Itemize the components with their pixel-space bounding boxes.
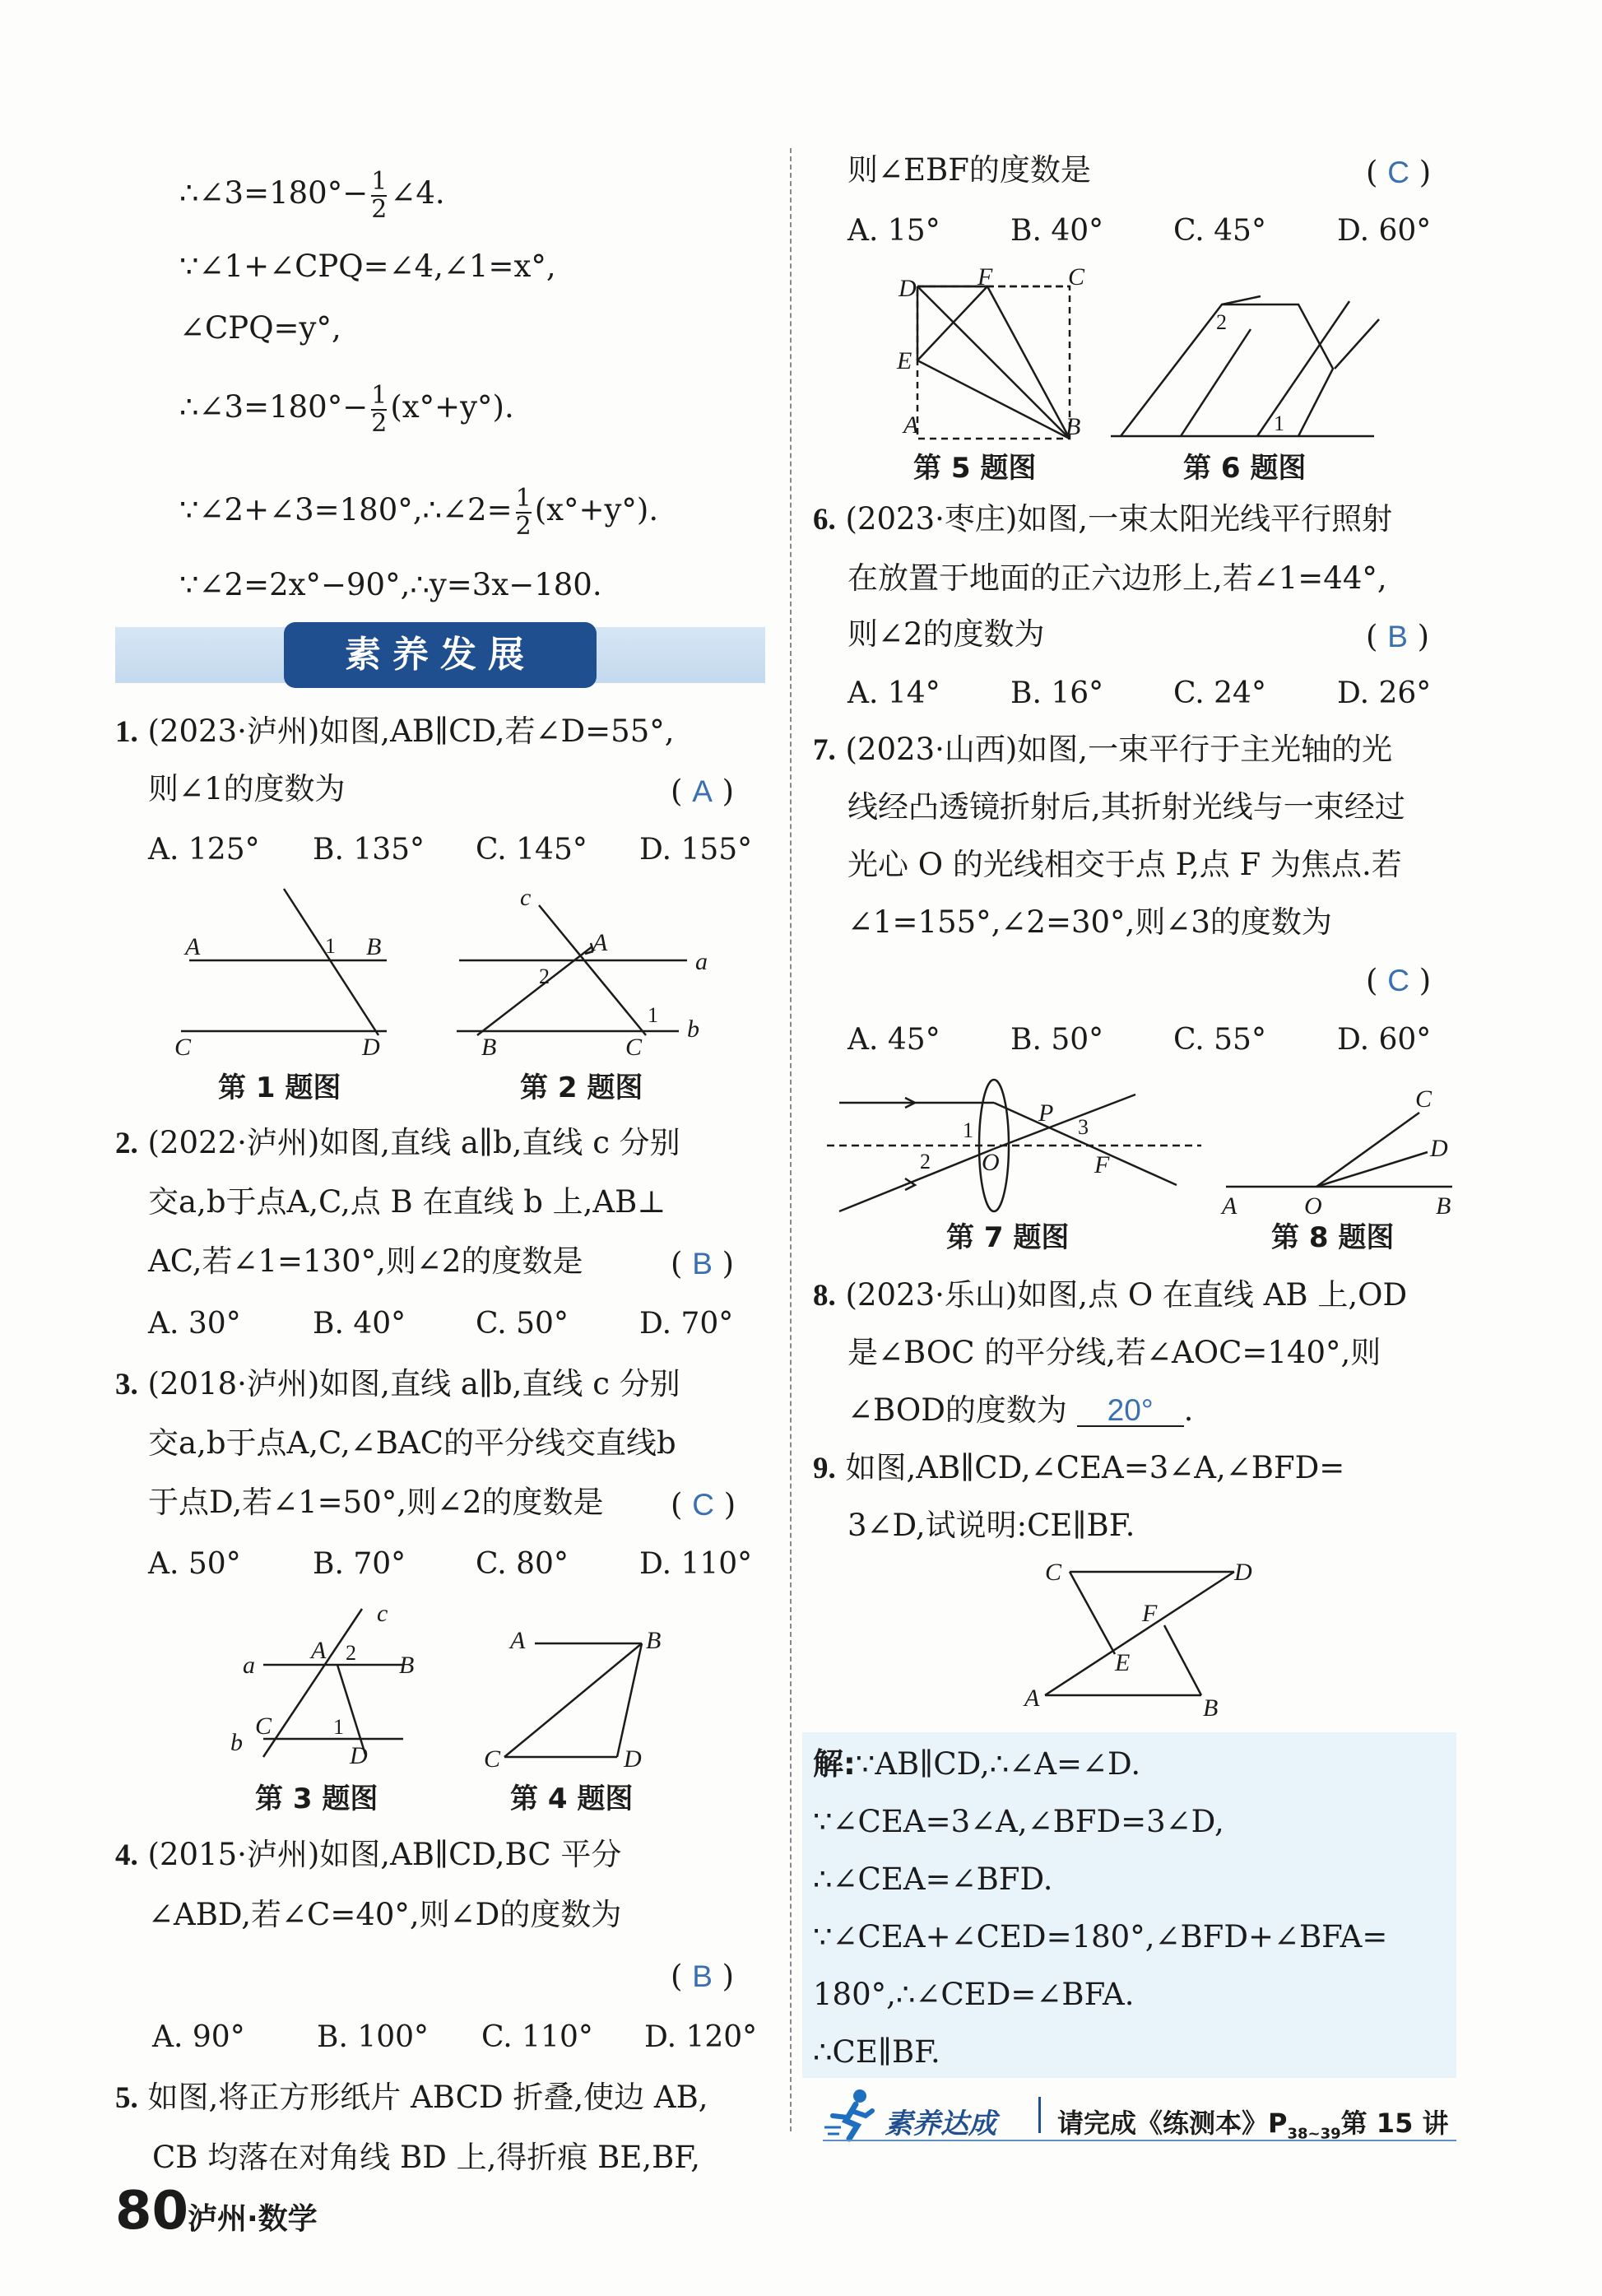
q7-option-b: B. 50° <box>1010 1023 1104 1057</box>
fig7-label-2: 2 <box>920 1150 931 1174</box>
figures-5-6 <box>889 262 1399 486</box>
fig8-label-c: C <box>1415 1085 1433 1113</box>
question-3-line-2: 交a,b于点A,C,∠BAC的平分线交直线b <box>148 1425 676 1461</box>
q4-option-d: D. 120° <box>644 2020 758 2054</box>
fig4-label-c: C <box>484 1745 501 1773</box>
fig5-label-f: F <box>977 263 993 290</box>
figure-9 <box>1012 1551 1275 1724</box>
fig2-label-c: c <box>520 884 532 911</box>
fig3-label-d: D <box>350 1742 368 1769</box>
question-5-answer: ( C ) <box>1366 155 1432 190</box>
q3-option-c: C. 80° <box>476 1547 569 1581</box>
fig7-label-3: 3 <box>1078 1115 1089 1139</box>
fig3-label-c: c <box>377 1601 388 1627</box>
fig2-label-b: b <box>687 1016 699 1043</box>
solution-line-b: ∵∠CEA=3∠A,∠BFD=3∠D, <box>813 1804 1224 1839</box>
q5-option-d: D. 60° <box>1337 214 1432 248</box>
fig3-label-c-point: C <box>255 1713 272 1740</box>
fig8-label-d: D <box>1430 1135 1448 1162</box>
fig3-label-b-point: B <box>399 1652 415 1679</box>
question-4-answer: ( B ) <box>671 1959 735 1994</box>
solution-line-6: ∵∠2=2x°−90°,∴y=3x−180. <box>179 567 602 602</box>
question-7-line-4: ∠1=155°,∠2=30°,则∠3的度数为 <box>847 904 1332 940</box>
figure-1 <box>181 889 387 1035</box>
solution-line-1: ∴∠3=180°− $\frac{1}{2}$ ∠4. <box>179 167 445 224</box>
fig3-label-a-point: A <box>311 1637 327 1664</box>
fig3-label-a: a <box>243 1652 255 1679</box>
footer-badge: 素养达成 <box>885 2108 996 2140</box>
fig4-label-b: B <box>646 1627 662 1654</box>
fig1-label-d: D <box>362 1034 380 1061</box>
fig5-label-e: E <box>897 347 912 374</box>
fig5-label-c: C <box>1068 263 1085 290</box>
fig5-label-b: B <box>1066 413 1081 440</box>
question-3-line-1: 3. (2018·泸州)如图,直线 a∥b,直线 c 分别 <box>115 1366 680 1401</box>
fig8-label-o: O <box>1304 1192 1322 1220</box>
question-1-answer: ( A ) <box>671 774 735 809</box>
fig6-label-2: 2 <box>1216 310 1227 334</box>
question-3-line-3: 于点D,若∠1=50°,则∠2的度数是 <box>148 1485 604 1520</box>
fig2-label-b-point: B <box>481 1034 497 1061</box>
fig2-label-1: 1 <box>648 1003 658 1027</box>
question-5-line-2: CB 均落在对角线 BD 上,得折痕 BE,BF, <box>152 2140 700 2175</box>
q7-option-a: A. 45° <box>847 1023 940 1057</box>
solution-line-2: ∵∠1+∠CPQ=∠4,∠1=x°, <box>179 249 556 284</box>
question-6-line-1: 6. (2023·枣庄)如图,一束太阳光线平行照射 <box>813 501 1393 537</box>
q3-option-d: D. 110° <box>639 1547 753 1581</box>
fig1-label-b: B <box>366 933 382 960</box>
question-5-line-1: 5. 如图,将正方形纸片 ABCD 折叠,使边 AB, <box>115 2080 708 2115</box>
q2-option-a: A. 30° <box>148 1307 241 1341</box>
question-8-answer: 20° <box>1077 1395 1184 1427</box>
solution-line-f: ∴CE∥BF. <box>813 2034 940 2070</box>
solution-line-3: ∠CPQ=y°, <box>179 310 341 346</box>
fig3-caption: 第 3 题图 <box>255 1782 378 1815</box>
fig2-label-c-point: C <box>625 1034 643 1061</box>
q7-option-d: D. 60° <box>1337 1023 1432 1057</box>
question-6-answer: ( B ) <box>1366 619 1430 654</box>
question-7-answer: ( C ) <box>1366 963 1432 998</box>
question-9-line-1: 9. 如图,AB∥CD,∠CEA=3∠A,∠BFD= <box>813 1450 1345 1485</box>
question-5-line-3: 则∠EBF的度数是 <box>847 152 1091 188</box>
fig8-label-a: A <box>1222 1192 1237 1220</box>
figure-7 <box>827 1080 1201 1211</box>
fig1-label-a: A <box>185 933 201 960</box>
q4-option-a: A. 90° <box>152 2020 245 2054</box>
q4-option-b: B. 100° <box>317 2020 430 2054</box>
fig8-label-b: B <box>1436 1192 1451 1220</box>
fig2-label-2: 2 <box>539 964 550 988</box>
fig1-caption: 第 1 题图 <box>218 1071 341 1104</box>
fig3-label-1: 1 <box>333 1715 344 1739</box>
fig7-label-f: F <box>1094 1151 1110 1178</box>
question-7-line-1: 7. (2023·山西)如图,一束平行于主光轴的光 <box>813 732 1393 767</box>
question-4-line-2: ∠ABD,若∠C=40°,则∠D的度数为 <box>148 1897 622 1932</box>
q1-option-a: A. 125° <box>148 833 260 867</box>
fig1-label-c: C <box>174 1034 192 1061</box>
question-6-line-2: 在放置于地面的正六边形上,若∠1=44°, <box>847 560 1387 596</box>
fig7-label-p: P <box>1038 1099 1054 1127</box>
question-7-line-3: 光心 O 的光线相交于点 P,点 F 为焦点.若 <box>847 847 1402 882</box>
figure-5 <box>917 286 1070 439</box>
page-label: 泸州·数学 <box>188 2202 318 2236</box>
fig7-label-o: O <box>982 1149 1000 1176</box>
question-2-line-2: 交a,b于点A,C,点 B 在直线 b 上,AB⊥ <box>148 1184 666 1220</box>
question-1-line-2: 则∠1的度数为 <box>148 771 346 806</box>
q4-option-c: C. 110° <box>481 2020 593 2054</box>
fig9-label-f: F <box>1142 1600 1158 1627</box>
solution-line-a: 解:∵AB∥CD,∴∠A=∠D. <box>813 1746 1141 1782</box>
q3-option-b: B. 70° <box>313 1547 406 1581</box>
fig5-label-a: A <box>903 411 919 439</box>
figure-4 <box>504 1643 642 1757</box>
fig5-caption: 第 5 题图 <box>913 452 1037 485</box>
question-1-line-1: 1. (2023·泸州)如图,AB∥CD,若∠D=55°, <box>115 713 675 749</box>
footer-reference: 请完成《练测本》$P_{38\sim 39}$第 15 讲 <box>1057 2108 1449 2143</box>
fig9-label-b: B <box>1203 1694 1219 1722</box>
page-number: 80 <box>115 2181 189 2242</box>
solution-line-c: ∴∠CEA=∠BFD. <box>813 1861 1053 1897</box>
q6-option-d: D. 26° <box>1337 676 1432 710</box>
solution-line-d: ∵∠CEA+∠CED=180°,∠BFD+∠BFA= <box>813 1919 1388 1954</box>
fig5-label-d: D <box>899 275 917 302</box>
figures-7-8 <box>823 1070 1465 1259</box>
fig6-label-1: 1 <box>1274 411 1284 435</box>
figures-3-4 <box>230 1601 724 1823</box>
fig3-label-b: b <box>230 1729 243 1756</box>
fig6-caption: 第 6 题图 <box>1183 452 1307 485</box>
fig7-caption: 第 7 题图 <box>946 1221 1070 1254</box>
solution-line-4: ∴∠3=180°− $\frac{1}{2}$ (x°+y°). <box>179 381 514 438</box>
question-4-line-1: 4. (2015·泸州)如图,AB∥CD,BC 平分 <box>115 1837 622 1872</box>
q7-option-c: C. 55° <box>1173 1023 1266 1057</box>
fig7-label-1: 1 <box>963 1118 973 1142</box>
solution-line-5: ∵∠2+∠3=180°,∴∠2= $\frac{1}{2}$ (x°+y°). <box>179 484 659 541</box>
q5-option-b: B. 40° <box>1010 214 1104 248</box>
q1-option-d: D. 155° <box>639 833 753 867</box>
q5-option-a: A. 15° <box>847 214 940 248</box>
fig4-label-d: D <box>624 1745 642 1773</box>
solution-box <box>802 1732 1456 2078</box>
question-9-line-2: 3∠D,试说明:CE∥BF. <box>847 1508 1135 1543</box>
question-2-answer: ( B ) <box>671 1246 735 1281</box>
q1-option-c: C. 145° <box>476 833 587 867</box>
question-2-line-3: AC,若∠1=130°,则∠2的度数是 <box>148 1243 583 1279</box>
solution-line-e: 180°,∴∠CED=∠BFA. <box>813 1977 1135 2012</box>
runner-icon <box>823 2086 880 2144</box>
q5-option-c: C. 45° <box>1173 214 1266 248</box>
fig2-caption: 第 2 题图 <box>520 1071 643 1104</box>
figures-1-2 <box>165 881 741 1111</box>
question-8-line-2: 是∠BOC 的平分线,若∠AOC=140°,则 <box>847 1335 1381 1370</box>
fig9-label-c: C <box>1045 1559 1062 1586</box>
fig9-label-a: A <box>1024 1685 1040 1712</box>
question-8-line-3: ∠BOD的度数为 20° . <box>847 1392 1194 1428</box>
q2-option-b: B. 40° <box>313 1307 406 1341</box>
question-8-line-1: 8. (2023·乐山)如图,点 O 在直线 AB 上,OD <box>813 1277 1408 1313</box>
q6-option-b: B. 16° <box>1010 676 1104 710</box>
question-7-line-2: 线经凸透镜折射后,其折射光线与一束经过 <box>847 789 1405 825</box>
question-6-line-3: 则∠2的度数为 <box>847 616 1045 652</box>
fig8-caption: 第 8 题图 <box>1271 1221 1395 1254</box>
section-title: 素养发展 <box>284 622 597 688</box>
figure-6 <box>1111 296 1382 436</box>
q6-option-a: A. 14° <box>847 676 940 710</box>
q3-option-a: A. 50° <box>148 1547 241 1581</box>
fig9-label-d: D <box>1234 1559 1252 1586</box>
footer-separator <box>1038 2097 1041 2133</box>
fig3-label-2: 2 <box>346 1641 356 1665</box>
fig4-caption: 第 4 题图 <box>510 1782 634 1815</box>
fig2-label-a-point: A <box>592 929 608 956</box>
fig1-label-1: 1 <box>325 934 336 958</box>
q2-option-d: D. 70° <box>639 1307 734 1341</box>
column-divider <box>790 148 792 2131</box>
fig4-label-a: A <box>510 1627 526 1654</box>
question-3-answer: ( C ) <box>671 1487 736 1522</box>
q1-option-b: B. 135° <box>313 833 425 867</box>
question-2-line-1: 2. (2022·泸州)如图,直线 a∥b,直线 c 分别 <box>115 1125 680 1160</box>
figure-8 <box>1226 1113 1452 1187</box>
fig9-label-e: E <box>1115 1649 1131 1676</box>
fig2-label-a: a <box>695 948 708 975</box>
q2-option-c: C. 50° <box>476 1307 569 1341</box>
footer-rule <box>823 2140 1456 2141</box>
q6-option-c: C. 24° <box>1173 676 1266 710</box>
